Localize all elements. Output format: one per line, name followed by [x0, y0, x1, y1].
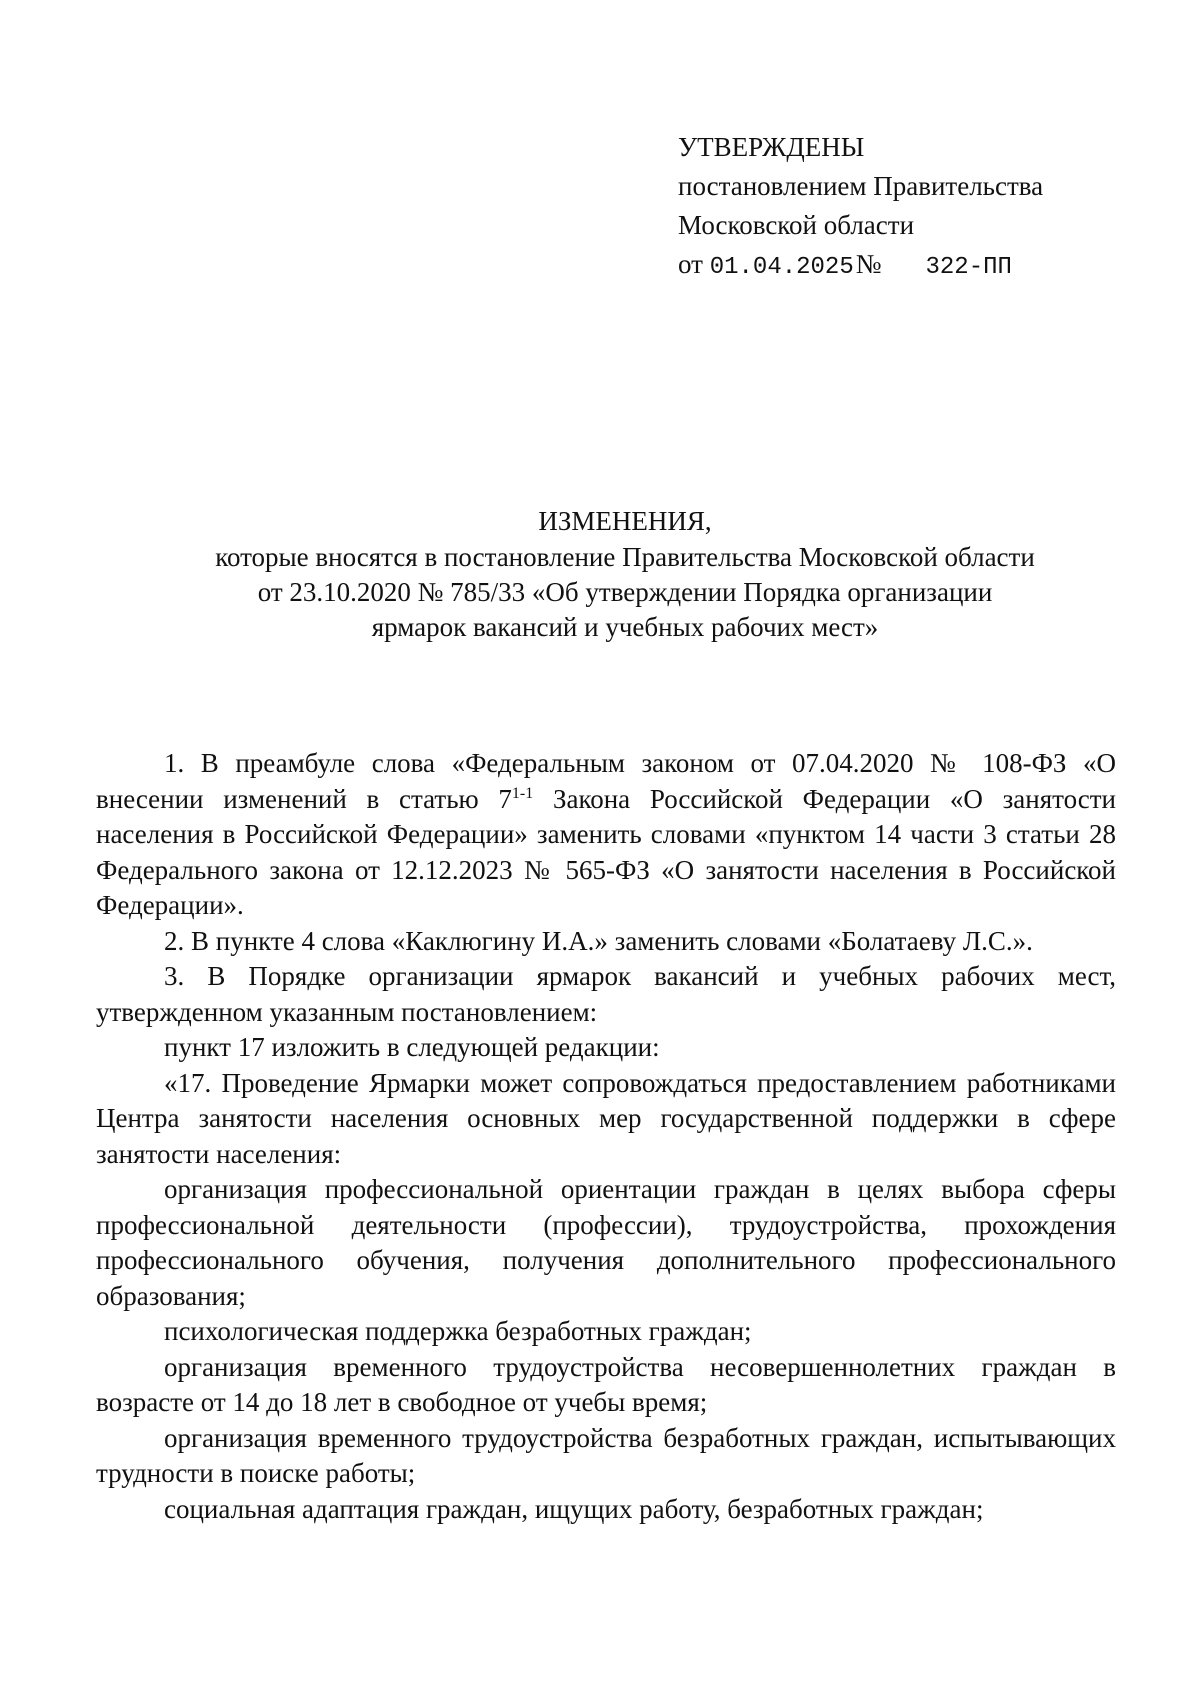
approval-title: УТВЕРЖДЕНЫ: [678, 132, 865, 162]
list-item-5: социальная адаптация граждан, ищущих работу, безработных граждан;: [164, 1493, 984, 1524]
list-item-4: организация временного трудоустройства безработных граждан, испытывающих трудности в поиске работы;: [96, 1422, 1116, 1488]
document-title: [150, 504, 1100, 645]
paragraph-1-text-a: 1. В преамбуле слова «Федеральным законом от 07.04.2020 № 108-ФЗ «О внесении изменений в статью 7: [96, 748, 1116, 814]
list-item-2: психологическая поддержка безработных граждан;: [164, 1316, 752, 1346]
approval-number: 322-ПП: [925, 254, 1012, 281]
title-line-2: от 23.10.2020 № 785/33 «Об утверждении Порядка организации: [257, 577, 993, 607]
title-line-1: которые вносятся в постановление Правительства Московской области: [215, 542, 1035, 572]
approval-date-prefix: от: [678, 249, 703, 279]
approval-stamp: [678, 128, 1043, 287]
list-item-1: организация профессиональной ориентации граждан в целях выбора сферы профессиональной деятельности (профессии), трудоустройства, прохождения профессионального обучения, получения дополнительного профессионального образования;: [96, 1174, 1116, 1311]
paragraph-3: 3. В Порядке организации ярмарок вакансий и учебных рабочих мест, утвержденном указанным постановлением:: [96, 961, 1116, 1027]
title-line-3: ярмарок вакансий и учебных рабочих мест»: [371, 612, 879, 642]
paragraph-1-text-b: Закона Российской Федерации «О занятости населения в Российской Федерации» заменить словами «пунктом 14 части 3 статьи 28 Федерального закона от 12.12.2023 № 565-ФЗ «О занятости населения в Российской Федерации».: [96, 783, 1116, 920]
paragraph-2: 2. В пункте 4 слова «Каклюгину И.А.» заменить словами «Болатаеву Л.С.».: [164, 925, 1033, 956]
paragraph-1-superscript: 1-1: [511, 784, 534, 802]
approval-date-line: [678, 245, 1043, 287]
document-body: [96, 746, 1116, 1527]
paragraph-4: пункт 17 изложить в следующей редакции:: [164, 1032, 660, 1062]
approval-number-sign: №: [855, 249, 882, 279]
paragraph-5: «17. Проведение Ярмарки может сопровождаться предоставлением работниками Центра занятости населения основных мер государственной поддержки в сфере занятости населения:: [96, 1067, 1116, 1169]
approval-line-3: Московской области: [678, 210, 915, 240]
paragraph-1: [96, 746, 1116, 924]
list-item-3: организация временного трудоустройства несовершеннолетних граждан в возрасте от 14 до 18 лет в свободное от учебы время;: [96, 1351, 1116, 1417]
approval-date: 01.04.2025: [709, 254, 854, 281]
approval-line-2: постановлением Правительства: [678, 171, 1044, 201]
title-heading: ИЗМЕНЕНИЯ,: [538, 506, 712, 536]
